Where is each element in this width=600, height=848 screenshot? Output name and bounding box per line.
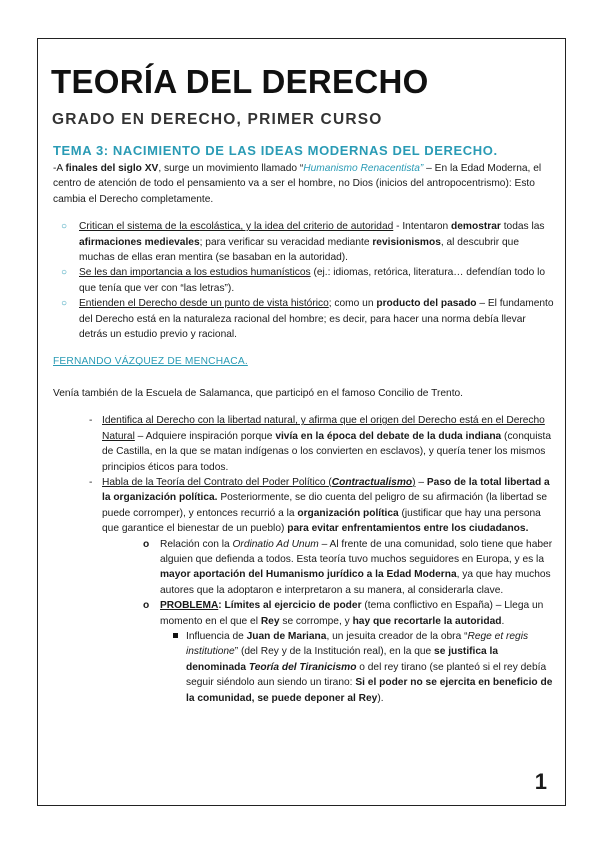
circle-bullet-icon: ○ <box>61 298 68 310</box>
dash-bullet-icon: - <box>89 415 93 427</box>
list-item: - Habla de la Teoría del Contrato del Poder Político (Contractualismo) – Paso de la total libertad a la organización política. Posteriormente, se dio cuenta del peligro de su afirmación (la libertad se puede corromper), y entonces recurrió a la organización política (justificar que hay una persona que garantice el bienestar de un pueblo) para evitar enfrentamientos entre los ciudadanos. o Relación con la Ordinatio Ad Unum – Al frente de una comunidad, solo tiene que haber alguien que defienda a todos. Esta teoría tuvo muchos seguidores en Europa, y es la mayor aportación del Humanismo jurídico a la Edad Moderna, ya que hay muchos autores que la adoptaron e interpretaron a su manera, al considerarla clave. o PROBLEMA: Límites al ejercicio de poder (tema conflictivo en España) – Llega un momento en el que el Rey se corrompe, y hay que recortarle la autoridad. Influencia de Juan de Mariana, un jesuita creador de la obra “Rege et regis institutione” (del Rey y de la Institución real), en la que se justifica la denominada Teoría del Tiranicismo o del rey tirano (se planteó si el rey debía seguir siéndolo aun siendo un tirano: Si el poder no se ejercita en beneficio de la comunidad, se puede deponer al Rey). <box>51 475 556 706</box>
list-item: o PROBLEMA: Límites al ejercicio de poder (tema conflictivo en España) – Llega un momento en el que el Rey se corrompe, y hay que recortarle la autoridad. Influencia de Juan de Mariana, un jesuita creador de la obra “Rege et regis institutione” (del Rey y de la Institución real), en la que se justifica la denominada Teoría del Tiranicismo o del rey tirano (se planteó si el rey debía seguir siéndolo aun siendo un tirano: Si el poder no se ejercita en beneficio de la comunidad, se puede deponer al Rey). <box>102 598 556 706</box>
section-heading-menchaca: FERNANDO VÁZQUEZ DE MENCHACA. <box>53 356 248 368</box>
page-title: TEORÍA DEL DERECHO <box>51 63 429 100</box>
list-item: Influencia de Juan de Mariana, un jesuita creador de la obra “Rege et regis institutione” (del Rey y de la Institución real), en la que se justifica la denominada Teoría del Tiranicismo o del rey tirano (se planteó si el rey debía seguir siéndolo aun siendo un tirano: Si el poder no se ejercita en beneficio de la comunidad, se puede deponer al Rey). <box>160 629 556 706</box>
circle-bullet-icon: ○ <box>61 267 68 279</box>
list-item: - Identifica al Derecho con la libertad natural, y afirma que el origen del Derecho está en el Derecho Natural – Adquiere inspiración porque vivía en la época del debate de la duda indiana (conquista de Castilla, en la que se matan indígenas o los convierten en esclavos), y quería tener los mismos principios éticos para todos. <box>89 415 552 473</box>
square-bullet-icon <box>173 633 178 638</box>
page-subtitle: GRADO EN DERECHO, PRIMER CURSO <box>52 111 383 128</box>
menchaca-dash-list <box>51 413 556 706</box>
problem-sublist <box>160 629 556 706</box>
list-item: ○ Critican el sistema de la escolástica, y la idea del criterio de autoridad - Intentaron demostrar todas las afirmaciones medievales; para verificar su veracidad mediante revisionismos, al descubrir que muchas de ellas eran mentira (se basaban en la autoridad). <box>61 221 545 264</box>
page-content <box>51 61 556 706</box>
tema-heading: TEMA 3: NACIMIENTO DE LAS IDEAS MODERNAS DEL DERECHO. <box>53 143 498 158</box>
circle-bullet-icon: ○ <box>61 221 68 233</box>
humanism-bullet-list <box>51 219 556 342</box>
page-number: 1 <box>534 769 547 794</box>
circle-bullet-icon: o <box>143 538 150 550</box>
intro-paragraph: -A finales del siglo XV, surge un movimiento llamado “Humanismo Renacentista” – En la Edad Moderna, el centro de atención de todo el pensamiento va a ser el hombre, no Dios (inicios del antropocentrismo): Esto cambia el Derecho completamente. <box>53 163 542 205</box>
list-item: ○ Se les dan importancia a los estudios humanísticos (ej.: idiomas, retórica, literatura… defendían todo lo que tenía que ver con “las letras”). <box>61 267 546 294</box>
circle-bullet-icon: o <box>143 600 150 612</box>
section-intro: Venía también de la Escuela de Salamanca, que participó en el famoso Concilio de Trento. <box>53 387 464 399</box>
document-page <box>37 38 566 806</box>
list-item: ○ Entienden el Derecho desde un punto de vista histórico; como un producto del pasado – El fundamento del Derecho está en la naturaleza racional del hombre; es decir, para hacer una norma debía llevar detrás un estudio previo y racional. <box>61 298 554 341</box>
contract-sublist <box>102 537 556 706</box>
list-item: o Relación con la Ordinatio Ad Unum – Al frente de una comunidad, solo tiene que haber alguien que defienda a todos. Esta teoría tuvo muchos seguidores en Europa, y es la mayor aportación del Humanismo jurídico a la Edad Moderna, ya que hay muchos autores que la adoptaron e interpretaron a su manera, al considerarla clave. <box>143 538 553 596</box>
dash-bullet-icon: - <box>89 476 93 488</box>
